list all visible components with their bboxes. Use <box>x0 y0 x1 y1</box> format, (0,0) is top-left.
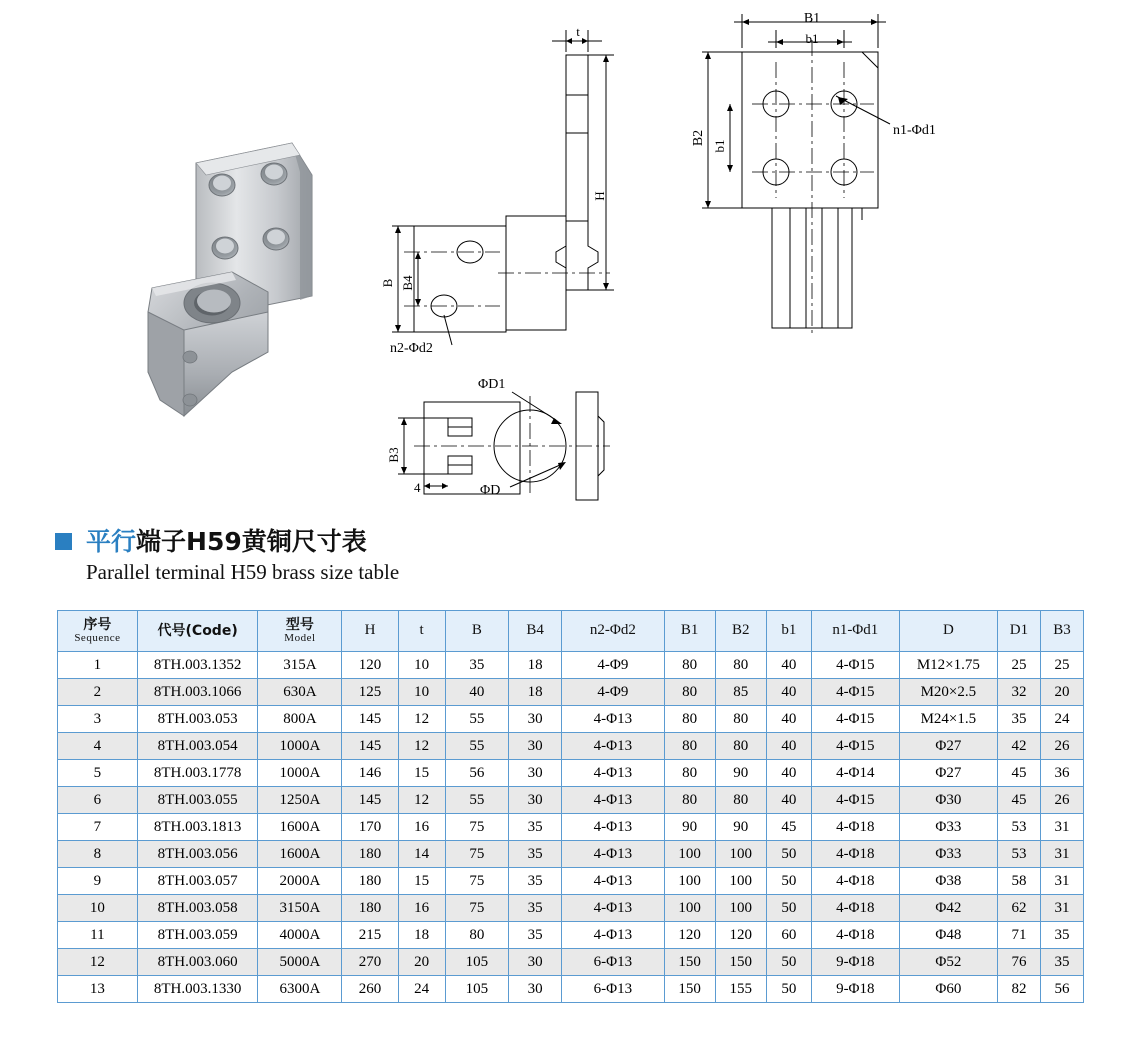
table-cell: 8TH.003.056 <box>137 841 258 868</box>
col-b1: B1 <box>664 611 715 652</box>
table-cell: 8TH.003.1778 <box>137 760 258 787</box>
table-cell: 155 <box>715 976 766 1003</box>
table-cell: 6-Φ13 <box>562 976 664 1003</box>
label-B4: B4 <box>400 275 415 291</box>
side-view <box>392 30 614 345</box>
table-cell: 630A <box>258 679 342 706</box>
table-cell: 26 <box>1040 787 1083 814</box>
size-table <box>57 610 1084 1003</box>
table-cell: 50 <box>766 895 811 922</box>
table-cell: 4-Φ13 <box>562 733 664 760</box>
table-cell: 5000A <box>258 949 342 976</box>
table-cell: 170 <box>342 814 398 841</box>
col-b3: B3 <box>1040 611 1083 652</box>
table-cell: 80 <box>664 760 715 787</box>
title-english: Parallel terminal H59 brass size table <box>86 559 400 584</box>
col-b2: B2 <box>715 611 766 652</box>
table-cell: 120 <box>715 922 766 949</box>
table-cell: 145 <box>342 787 398 814</box>
title-chinese-rest: 端子H59黄铜尺寸表 <box>136 527 367 556</box>
table-cell: 40 <box>766 787 811 814</box>
product-photo <box>148 143 312 416</box>
table-cell: 105 <box>445 949 508 976</box>
table-cell: 80 <box>664 787 715 814</box>
title-bullet-square <box>55 533 72 550</box>
table-cell: Φ38 <box>899 868 997 895</box>
table-cell: 315A <box>258 652 342 679</box>
table-cell: 31 <box>1040 814 1083 841</box>
table-row <box>58 841 1084 868</box>
table-row <box>58 868 1084 895</box>
table-cell: 11 <box>58 922 138 949</box>
col-d: D <box>899 611 997 652</box>
table-cell: 30 <box>509 787 562 814</box>
col-model-en: Model <box>284 631 316 644</box>
table-cell: 3150A <box>258 895 342 922</box>
label-B2: B2 <box>691 129 706 147</box>
table-cell: 215 <box>342 922 398 949</box>
table-cell: 4-Φ18 <box>811 868 899 895</box>
table-cell: 75 <box>445 868 508 895</box>
table-cell: 8TH.003.055 <box>137 787 258 814</box>
table-cell: Φ27 <box>899 760 997 787</box>
table-cell: 100 <box>715 841 766 868</box>
label-B: B <box>380 278 395 288</box>
table-cell: M12×1.75 <box>899 652 997 679</box>
label-4: 4 <box>414 480 421 495</box>
table-cell: 35 <box>997 706 1040 733</box>
table-cell: 180 <box>342 841 398 868</box>
table-cell: 150 <box>664 949 715 976</box>
table-cell: 31 <box>1040 868 1083 895</box>
label-n1-phi-d1: n1-Φd1 <box>893 123 936 138</box>
table-cell: 30 <box>509 760 562 787</box>
table-cell: 62 <box>997 895 1040 922</box>
table-cell: 4-Φ13 <box>562 760 664 787</box>
table-cell: 5 <box>58 760 138 787</box>
table-cell: 80 <box>664 706 715 733</box>
table-cell: 9-Φ18 <box>811 949 899 976</box>
table-cell: 40 <box>445 679 508 706</box>
table-cell: 30 <box>509 976 562 1003</box>
label-b1-side: b1 <box>712 139 727 153</box>
table-cell: 40 <box>766 679 811 706</box>
table-cell: 260 <box>342 976 398 1003</box>
table-row <box>58 976 1084 1003</box>
table-cell: 20 <box>398 949 445 976</box>
table-cell: 120 <box>342 652 398 679</box>
table-cell: Φ52 <box>899 949 997 976</box>
col-model-cn: 型号 <box>285 616 314 633</box>
table-cell: 80 <box>445 922 508 949</box>
table-cell: Φ33 <box>899 841 997 868</box>
table-cell: 71 <box>997 922 1040 949</box>
table-cell: 31 <box>1040 895 1083 922</box>
table-cell: 4-Φ13 <box>562 787 664 814</box>
label-B1: B1 <box>803 11 821 26</box>
detail-view <box>398 392 610 500</box>
table-cell: 60 <box>766 922 811 949</box>
table-cell: 18 <box>398 922 445 949</box>
table-cell: 6-Φ13 <box>562 949 664 976</box>
table-cell: 4-Φ13 <box>562 841 664 868</box>
table-cell: 75 <box>445 841 508 868</box>
table-cell: 4-Φ15 <box>811 706 899 733</box>
table-cell: 40 <box>766 733 811 760</box>
table-cell: 80 <box>664 733 715 760</box>
table-cell: 10 <box>398 652 445 679</box>
table-cell: 18 <box>509 652 562 679</box>
table-cell: 4-Φ18 <box>811 922 899 949</box>
table-cell: 50 <box>766 949 811 976</box>
table-cell: 16 <box>398 895 445 922</box>
table-cell: 4-Φ14 <box>811 760 899 787</box>
table-cell: 90 <box>715 760 766 787</box>
table-cell: 4-Φ15 <box>811 787 899 814</box>
table-row <box>58 814 1084 841</box>
table-cell: 1 <box>58 652 138 679</box>
table-cell: 80 <box>715 652 766 679</box>
label-t: t <box>576 24 580 39</box>
section-title <box>55 528 755 585</box>
table-cell: 53 <box>997 814 1040 841</box>
table-cell: 8TH.003.1352 <box>137 652 258 679</box>
table-cell: 15 <box>398 760 445 787</box>
table-row <box>58 733 1084 760</box>
table-cell: 8TH.003.059 <box>137 922 258 949</box>
table-cell: 8TH.003.1330 <box>137 976 258 1003</box>
table-cell: Φ42 <box>899 895 997 922</box>
table-cell: 31 <box>1040 841 1083 868</box>
table-cell: 150 <box>715 949 766 976</box>
col-b4: B4 <box>509 611 562 652</box>
table-cell: 15 <box>398 868 445 895</box>
table-cell: 45 <box>997 787 1040 814</box>
table-cell: 35 <box>509 868 562 895</box>
table-cell: 4 <box>58 733 138 760</box>
table-cell: 8TH.003.1066 <box>137 679 258 706</box>
table-cell: 1000A <box>258 733 342 760</box>
table-row <box>58 652 1084 679</box>
table-cell: 12 <box>398 733 445 760</box>
table-cell: 10 <box>58 895 138 922</box>
table-cell: 55 <box>445 706 508 733</box>
label-n2-phi-d2: n2-Φd2 <box>390 341 433 356</box>
title-chinese <box>86 528 367 556</box>
table-cell: 2000A <box>258 868 342 895</box>
table-cell: 6 <box>58 787 138 814</box>
table-cell: 56 <box>445 760 508 787</box>
table-cell: 85 <box>715 679 766 706</box>
table-cell: 8TH.003.054 <box>137 733 258 760</box>
table-cell: 4000A <box>258 922 342 949</box>
table-cell: 4-Φ18 <box>811 814 899 841</box>
table-cell: 8TH.003.053 <box>137 706 258 733</box>
col-n2-phi-d2: n2-Φd2 <box>562 611 664 652</box>
table-cell: 80 <box>715 733 766 760</box>
table-cell: 4-Φ15 <box>811 652 899 679</box>
table-cell: 35 <box>1040 922 1083 949</box>
table-cell: 55 <box>445 733 508 760</box>
table-cell: 45 <box>766 814 811 841</box>
table-cell: 40 <box>766 652 811 679</box>
table-cell: 3 <box>58 706 138 733</box>
table-cell: 18 <box>509 679 562 706</box>
table-cell: 1600A <box>258 841 342 868</box>
table-cell: 56 <box>1040 976 1083 1003</box>
table-cell: 75 <box>445 814 508 841</box>
table-cell: 180 <box>342 895 398 922</box>
table-cell: 4-Φ13 <box>562 922 664 949</box>
table-cell: 4-Φ18 <box>811 841 899 868</box>
table-cell: 35 <box>509 814 562 841</box>
table-cell: 1000A <box>258 760 342 787</box>
table-cell: 50 <box>766 868 811 895</box>
table-cell: 4-Φ13 <box>562 895 664 922</box>
col-sequence-en: Sequence <box>74 631 121 644</box>
table-cell: 6300A <box>258 976 342 1003</box>
table-cell: 4-Φ15 <box>811 679 899 706</box>
table-cell: 1250A <box>258 787 342 814</box>
table-row <box>58 706 1084 733</box>
table-cell: 35 <box>509 895 562 922</box>
table-cell: 8TH.003.060 <box>137 949 258 976</box>
table-cell: Φ60 <box>899 976 997 1003</box>
table-cell: Φ30 <box>899 787 997 814</box>
table-cell: 8TH.003.057 <box>137 868 258 895</box>
col-t: t <box>398 611 445 652</box>
table-cell: 90 <box>715 814 766 841</box>
table-cell: 1600A <box>258 814 342 841</box>
table-cell: 80 <box>715 706 766 733</box>
table-cell: 30 <box>509 733 562 760</box>
label-phi-D1: ΦD1 <box>478 377 506 392</box>
table-cell: 76 <box>997 949 1040 976</box>
table-body <box>58 652 1084 1003</box>
table-cell: 30 <box>509 706 562 733</box>
table-cell: 36 <box>1040 760 1083 787</box>
table-cell: 800A <box>258 706 342 733</box>
label-H: H <box>592 191 607 201</box>
table-row <box>58 760 1084 787</box>
col-model <box>258 611 342 652</box>
table-cell: 100 <box>715 895 766 922</box>
table-cell: 120 <box>664 922 715 949</box>
table-cell: 150 <box>664 976 715 1003</box>
col-sequence-cn: 序号 <box>83 616 112 633</box>
table-cell: 32 <box>997 679 1040 706</box>
table-cell: 4-Φ13 <box>562 868 664 895</box>
col-sequence <box>58 611 138 652</box>
table-cell: 42 <box>997 733 1040 760</box>
table-cell: 7 <box>58 814 138 841</box>
col-b1-small: b1 <box>766 611 811 652</box>
table-cell: M24×1.5 <box>899 706 997 733</box>
table-cell: 90 <box>664 814 715 841</box>
col-d1: D1 <box>997 611 1040 652</box>
table-cell: 80 <box>664 652 715 679</box>
table-cell: 20 <box>1040 679 1083 706</box>
table-header-row <box>58 611 1084 652</box>
table-cell: 2 <box>58 679 138 706</box>
col-n1-phi-d1: n1-Φd1 <box>811 611 899 652</box>
table-cell: 4-Φ13 <box>562 814 664 841</box>
table-cell: 53 <box>997 841 1040 868</box>
table-cell: 35 <box>509 841 562 868</box>
table-cell: 100 <box>664 868 715 895</box>
table-cell: 25 <box>1040 652 1083 679</box>
title-chinese-highlight: 平行 <box>86 527 137 556</box>
table-cell: 146 <box>342 760 398 787</box>
table-cell: 145 <box>342 706 398 733</box>
table-row <box>58 922 1084 949</box>
col-b: B <box>445 611 508 652</box>
col-code <box>137 611 258 652</box>
table-cell: 14 <box>398 841 445 868</box>
table-cell: 12 <box>58 949 138 976</box>
table-cell: 55 <box>445 787 508 814</box>
table-cell: 50 <box>766 841 811 868</box>
table-cell: 13 <box>58 976 138 1003</box>
top-view <box>702 14 890 335</box>
table-cell: 4-Φ15 <box>811 733 899 760</box>
col-h: H <box>342 611 398 652</box>
table-cell: 80 <box>664 679 715 706</box>
table-cell: 100 <box>664 895 715 922</box>
table-cell: 145 <box>342 733 398 760</box>
table-cell: 16 <box>398 814 445 841</box>
table-cell: Φ27 <box>899 733 997 760</box>
table-cell: 35 <box>509 922 562 949</box>
table-cell: 100 <box>715 868 766 895</box>
table-cell: 10 <box>398 679 445 706</box>
table-cell: 100 <box>664 841 715 868</box>
table-cell: 80 <box>715 787 766 814</box>
table-row <box>58 949 1084 976</box>
table-row <box>58 679 1084 706</box>
label-phi-D: ΦD <box>480 483 501 498</box>
table-cell: 24 <box>1040 706 1083 733</box>
table-cell: 4-Φ13 <box>562 706 664 733</box>
table-cell: 8TH.003.1813 <box>137 814 258 841</box>
table-cell: 24 <box>398 976 445 1003</box>
table-cell: 26 <box>1040 733 1083 760</box>
table-cell: 12 <box>398 787 445 814</box>
table-cell: 8TH.003.058 <box>137 895 258 922</box>
table-cell: 40 <box>766 760 811 787</box>
table-cell: Φ33 <box>899 814 997 841</box>
table-row <box>58 787 1084 814</box>
table-cell: 30 <box>509 949 562 976</box>
table-cell: 35 <box>1040 949 1083 976</box>
table-cell: 4-Φ9 <box>562 679 664 706</box>
table-cell: 58 <box>997 868 1040 895</box>
table-cell: 75 <box>445 895 508 922</box>
table-cell: 4-Φ18 <box>811 895 899 922</box>
table-cell: M20×2.5 <box>899 679 997 706</box>
label-b1-top: b1 <box>805 31 819 46</box>
table-cell: 25 <box>997 652 1040 679</box>
table-cell: 50 <box>766 976 811 1003</box>
table-cell: 35 <box>445 652 508 679</box>
table-cell: 105 <box>445 976 508 1003</box>
title-row <box>55 528 755 556</box>
table-cell: 9 <box>58 868 138 895</box>
table-cell: 12 <box>398 706 445 733</box>
table-cell: 125 <box>342 679 398 706</box>
size-table-wrapper <box>57 610 1084 1003</box>
table-cell: 45 <box>997 760 1040 787</box>
table-cell: 270 <box>342 949 398 976</box>
table-cell: 180 <box>342 868 398 895</box>
table-cell: 8 <box>58 841 138 868</box>
col-code-cn: 代号(Code) <box>157 622 238 639</box>
table-cell: Φ48 <box>899 922 997 949</box>
label-B3: B3 <box>386 447 401 463</box>
table-cell: 4-Φ9 <box>562 652 664 679</box>
table-cell: 82 <box>997 976 1040 1003</box>
table-cell: 40 <box>766 706 811 733</box>
table-row <box>58 895 1084 922</box>
table-cell: 9-Φ18 <box>811 976 899 1003</box>
